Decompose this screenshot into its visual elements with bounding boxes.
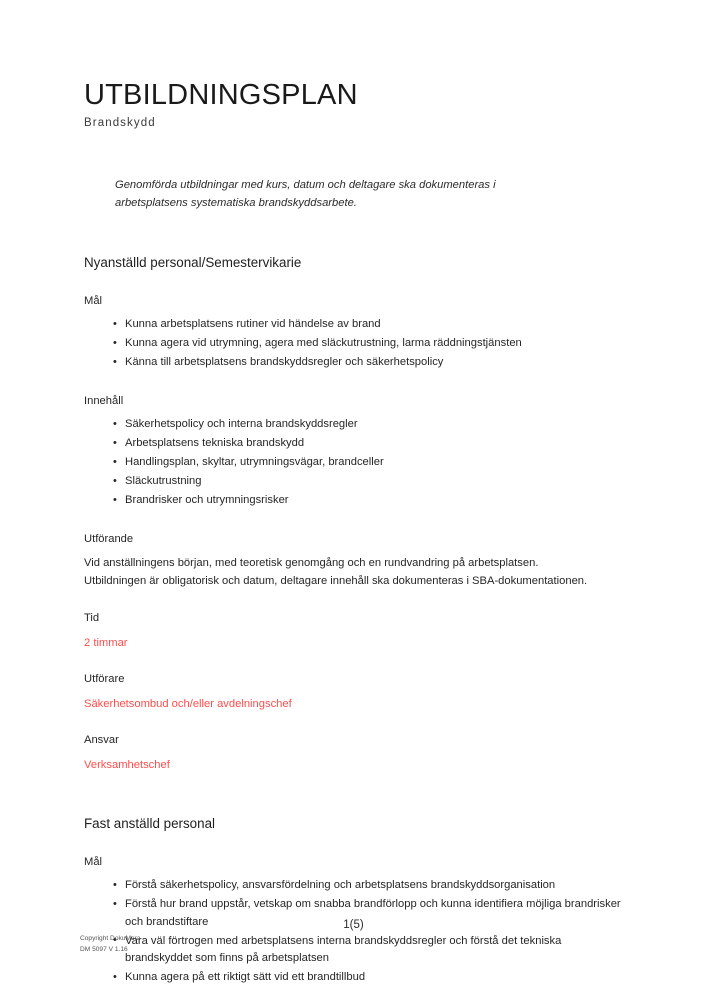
list-item: • Kunna agera på ett riktigt sätt vid ett brandtillbud	[113, 969, 624, 986]
section-heading-nyanstalld: Nyanställd personal/Semestervikarie	[84, 255, 302, 271]
label-mal-1: Mål	[84, 294, 103, 307]
page-subtitle: Brandskydd	[84, 117, 156, 129]
list-item: • Släckutrustning	[113, 473, 624, 490]
footer-document-id: DM 5097 V 1.16	[80, 945, 128, 953]
list-item: • Säkerhetspolicy och interna brandskyddsregler	[113, 416, 624, 433]
list-item: • Vara väl förtrogen med arbetsplatsens interna brandskyddsregler och förstå det tekniska brandskyddet som finns på arbetsplatsen	[113, 933, 624, 968]
list-item: • Arbetsplatsens tekniska brandskydd	[113, 435, 624, 452]
intro-paragraph: Genomförda utbildningar med kurs, datum och deltagare ska dokumenteras i arbetsplatsens systematiska brandskyddsarbete.	[115, 179, 496, 210]
page-number: 1(5)	[343, 919, 364, 931]
list-item: • Brandrisker och utrymningsrisker	[113, 492, 624, 509]
label-ansvar: Ansvar	[84, 734, 119, 747]
label-utforande: Utförande	[84, 532, 134, 545]
execution-paragraph: Vid anställningens början, med teoretisk genomgång och en rundvandring på arbetsplatsen. Utbildningen är obligatorisk och datum, deltagare innehåll ska dokumenteras i SBA-dokumentationen.	[84, 557, 588, 587]
value-tid: 2 timmar	[84, 637, 128, 650]
footer-metadata	[80, 934, 140, 955]
list-item: • Förstå säkerhetspolicy, ansvarsfördelning och arbetsplatsens brandskyddsorganisation	[113, 877, 624, 894]
content-list-1	[84, 416, 624, 509]
label-tid: Tid	[84, 612, 100, 625]
footer-copyright: Copyright DokuMera	[80, 935, 141, 942]
value-utforare: Säkerhetsombud och/eller avdelningschef	[84, 697, 292, 710]
value-ansvar: Verksamhetschef	[84, 758, 170, 771]
section-heading-fast-anstalld: Fast anställd personal	[84, 816, 216, 832]
list-item: • Förstå hur brand uppstår, vetskap om snabba brandförlopp och kunna identifiera möjliga brandrisker och brandstiftare	[113, 896, 624, 931]
goal-list-1	[84, 316, 624, 371]
list-item: • Handlingsplan, skyltar, utrymningsvägar, brandceller	[113, 454, 624, 471]
label-innehall: Innehåll	[84, 394, 124, 407]
list-item: • Kunna agera vid utrymning, agera med släckutrustning, larma räddningstjänsten	[113, 335, 624, 352]
page-title: UTBILDNINGSPLAN	[84, 79, 358, 111]
label-mal-2: Mål	[84, 855, 103, 868]
list-item: • Känna till arbetsplatsens brandskyddsregler och säkerhetspolicy	[113, 354, 624, 371]
goal-list-2	[84, 877, 624, 986]
document-body	[84, 176, 624, 988]
list-item: • Kunna arbetsplatsens rutiner vid händelse av brand	[113, 316, 624, 333]
label-utforare: Utförare	[84, 673, 125, 686]
